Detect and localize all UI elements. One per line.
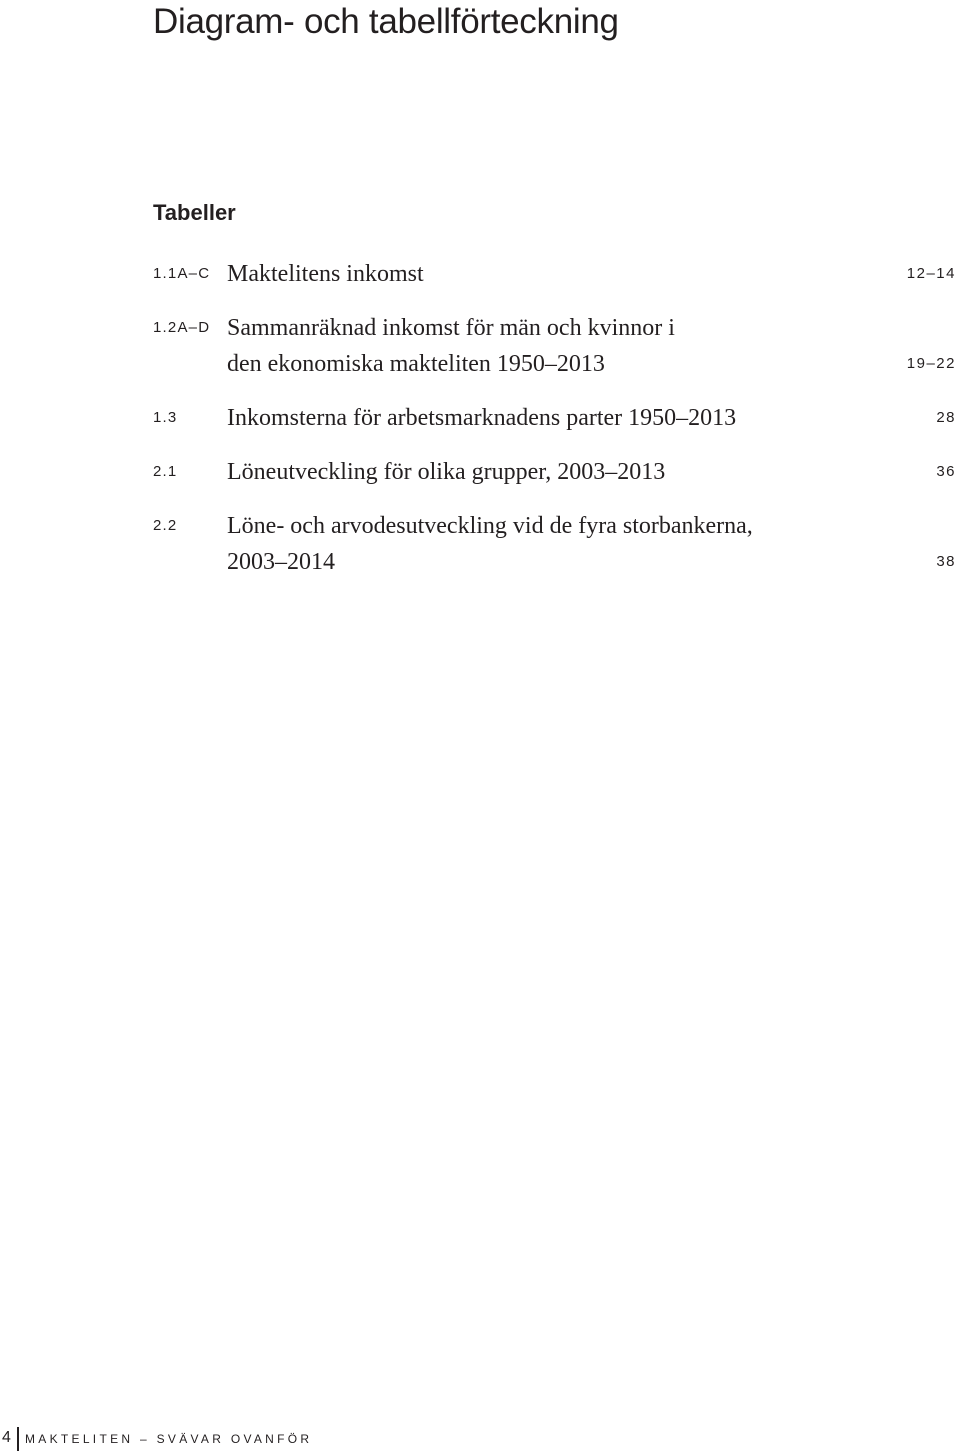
toc-entry (153, 310, 956, 382)
toc-entry (153, 400, 956, 436)
entry-number: 2.2 (153, 517, 178, 534)
entry-title: Inkomsterna för arbetsmarknadens parter 1950–2013 (227, 405, 737, 431)
entry-title: Löne- och arvodesutveckling vid de fyra storbankerna, 2003–2014 (227, 513, 753, 575)
footer-divider (17, 1427, 19, 1451)
table-of-contents (153, 256, 956, 598)
page-title: Diagram- och tabellförteckning (153, 2, 619, 41)
entry-title: Sammanräknad inkomst för män och kvinnor i den ekonomiska makteliten 1950–2013 (227, 315, 675, 377)
toc-entry (153, 256, 956, 292)
footer-page-number: 4 (2, 1429, 11, 1446)
entry-page: 28 (936, 409, 956, 426)
entry-page: 36 (936, 463, 956, 480)
section-heading-tabeller: Tabeller (153, 200, 236, 225)
entry-number: 1.3 (153, 409, 178, 426)
entry-title: Maktelitens inkomst (227, 261, 424, 287)
entry-number: 1.1A–C (153, 265, 211, 282)
entry-page: 19–22 (906, 355, 956, 372)
toc-entry (153, 508, 956, 580)
entry-number: 2.1 (153, 463, 178, 480)
entry-number: 1.2A–D (153, 319, 211, 336)
footer-running-title: MAKTELITEN – SVÄVAR OVANFÖR (25, 1432, 313, 1446)
entry-title: Löneutveckling för olika grupper, 2003–2013 (227, 459, 666, 485)
toc-entry (153, 454, 956, 490)
entry-page: 38 (936, 553, 956, 570)
entry-page: 12–14 (906, 265, 956, 282)
